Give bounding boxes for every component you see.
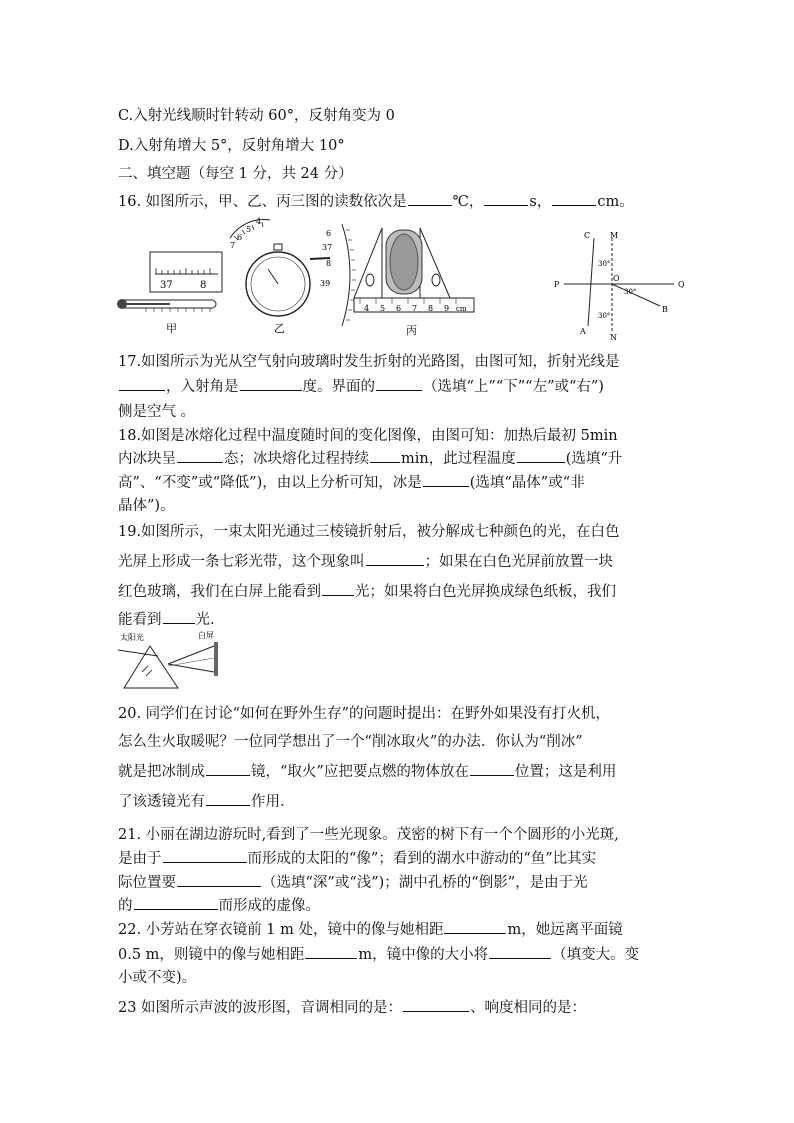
- q20-text-c: 位置；这是利用: [514, 764, 617, 780]
- q19-text-c: 红色玻璃，我们在白屏上能看到: [118, 584, 321, 600]
- q18-line1: 18.如图是冰熔化过程中温度随时间的变化图像，由图可知：加热后最初 5min: [118, 428, 618, 444]
- label-b: B: [662, 305, 668, 314]
- q16-unit1: ℃，: [452, 194, 484, 210]
- label-yi: 乙: [274, 322, 285, 335]
- q16-unit2: s，: [529, 194, 552, 210]
- watch-scale-8: 8: [326, 259, 332, 268]
- ruler-coin-figure: [354, 228, 474, 337]
- answer-blank[interactable]: [163, 611, 195, 624]
- q18-text-f: (选填“晶体”或“非: [469, 475, 585, 491]
- q17-line3: 侧是空气 。: [118, 404, 196, 420]
- option-d: D.入射角增大 5°，反射角增大 10°: [118, 138, 345, 154]
- answer-blank[interactable]: [206, 793, 250, 806]
- q18-text-d: (选填“升: [565, 451, 623, 467]
- q21-text-e: 的: [118, 898, 133, 914]
- answer-blank[interactable]: [489, 946, 551, 959]
- q19-text-f: 光.: [195, 612, 215, 628]
- answer-blank[interactable]: [305, 946, 357, 959]
- answer-blank[interactable]: [240, 378, 302, 391]
- answer-blank[interactable]: [177, 450, 223, 463]
- q23-line1: [118, 996, 586, 1017]
- q16-figures: [110, 214, 490, 342]
- angle-c: 30°: [598, 312, 611, 320]
- q20-line3: [118, 760, 616, 781]
- q18-line4: 晶体”)。: [118, 498, 175, 514]
- q19-text-e: 能看到: [118, 612, 162, 628]
- thermo-37: 37: [160, 280, 173, 291]
- label-m: M: [610, 231, 619, 240]
- answer-blank[interactable]: [423, 474, 469, 487]
- ruler-tick-7: 7: [412, 304, 418, 313]
- q20-text-a: 就是把冰制成: [118, 764, 205, 780]
- q17-text-b: 度。界面的: [302, 379, 375, 395]
- answer-blank[interactable]: [177, 874, 261, 887]
- answer-blank[interactable]: [444, 921, 506, 934]
- q19-text-d: 光；如果将白色光屏换成绿色纸板，我们: [355, 584, 616, 600]
- q18-text-c: min，此过程温度: [401, 451, 516, 467]
- q18-line3: [118, 471, 585, 492]
- q22-line2: [118, 943, 639, 964]
- watch-tick-4: 4: [256, 217, 262, 226]
- label-c: C: [584, 231, 591, 240]
- answer-blank[interactable]: [370, 450, 400, 463]
- answer-blank[interactable]: [119, 378, 165, 391]
- ruler-tick-cm: cm: [456, 305, 467, 313]
- ruler-tick-6: 6: [396, 304, 402, 313]
- q19-line1: 19.如图所示，一束太阳光通过三棱镜折射后，被分解成七种颜色的光，在白色: [118, 524, 620, 540]
- q20-line2: 怎么生火取暖呢？一位同学想出了一个“削冰取火”的办法．你认为“削冰”: [118, 734, 583, 750]
- answer-blank[interactable]: [134, 897, 218, 910]
- q19-text-a: 光屏上形成一条七彩光带，这个现象叫: [118, 554, 365, 570]
- watch-tick-5: 5: [246, 225, 252, 234]
- q22-text-a: 22. 小芳站在穿衣镜前 1 m 处，镜中的像与她相距: [118, 922, 444, 938]
- q22-text-e: （填变大。变: [552, 947, 640, 963]
- watch-scale-6: 6: [326, 229, 332, 238]
- watch-scale-37: 37: [322, 243, 333, 252]
- q17-text-c: （选填“上”“下”“左”或“右”): [423, 379, 604, 395]
- watch-tick-6: 6: [237, 233, 243, 242]
- prism-figure: [118, 628, 228, 692]
- answer-blank[interactable]: [517, 450, 565, 463]
- q21-line1: 21. 小丽在湖边游玩时,看到了一些光现象。茂密的树下有一个个圆形的小光斑,: [118, 827, 619, 843]
- q23-text-b: 、响度相同的是：: [470, 1000, 587, 1016]
- q18-line2: [118, 447, 622, 468]
- answer-blank[interactable]: [163, 850, 247, 863]
- q18-text-e: 高”、“不变”或“降低”)，由以上分析可知，冰是: [118, 475, 422, 491]
- answer-blank[interactable]: [552, 193, 596, 206]
- label-a: A: [580, 327, 586, 336]
- q22-text-c: 0.5 m，则镜中的像与她相距: [118, 947, 305, 963]
- label-jia: 甲: [166, 322, 177, 335]
- answer-blank[interactable]: [484, 193, 528, 206]
- answer-blank[interactable]: [322, 583, 354, 596]
- q21-line2: [118, 847, 596, 868]
- q20-line4: [118, 790, 295, 811]
- q22-text-d: m，镜中像的大小将: [358, 947, 489, 963]
- q18-text-b: 态；冰块熔化过程持续: [224, 451, 369, 467]
- ruler-tick-8: 8: [428, 304, 434, 313]
- q21-text-c: 际位置要: [118, 875, 176, 891]
- ruler-tick-9: 9: [444, 304, 450, 313]
- label-white-screen: 白屏: [198, 631, 214, 640]
- q17-line1: 17.如图所示为光从空气射向玻璃时发生折射的光路图，由图可知，折射光线是: [118, 354, 620, 370]
- q21-line4: [118, 894, 320, 915]
- answer-blank[interactable]: [408, 193, 452, 206]
- q18-text-a: 内冰块呈: [118, 451, 176, 467]
- q19-text-b: ；如果在白色光屏前放置一块: [424, 554, 613, 570]
- label-p: P: [554, 280, 560, 289]
- q16-unit3: cm。: [597, 194, 634, 210]
- label-n: N: [610, 333, 617, 340]
- watch-tick-7: 7: [230, 241, 236, 250]
- watch-scale-39: 39: [320, 279, 331, 288]
- answer-blank[interactable]: [470, 763, 514, 776]
- refraction-diagram: [550, 226, 696, 340]
- angle-a: 30°: [598, 260, 611, 268]
- q23-text-a: 23 如图所示声波的波形图，音调相同的是：: [118, 1000, 403, 1016]
- q19-line3: [118, 580, 616, 601]
- q22-text-b: m，她远离平面镜: [507, 922, 623, 938]
- thermo-8: 8: [200, 280, 207, 291]
- section-heading: 二、填空题（每空 1 分，共 24 分）: [118, 166, 353, 182]
- q21-text-d: （选填“深”或“浅”)；湖中孔桥的“倒影”，是由于光: [262, 875, 588, 891]
- q16-prefix: 16. 如图所示，甲、乙、丙三图的读数依次是: [118, 194, 407, 210]
- ruler-tick-5: 5: [380, 304, 386, 313]
- answer-blank[interactable]: [206, 763, 250, 776]
- q19-line4: [118, 608, 215, 629]
- q20-text-e: 作用．: [251, 794, 295, 810]
- answer-blank[interactable]: [403, 999, 469, 1012]
- q20-text-d: 了该透镜光有: [118, 794, 205, 810]
- thermometer-figure: [117, 252, 222, 335]
- answer-blank[interactable]: [366, 553, 424, 566]
- q22-line1: [118, 918, 623, 939]
- q22-line3: 小或不变)。: [118, 970, 197, 986]
- angle-b: 30°: [624, 288, 637, 296]
- answer-blank[interactable]: [376, 378, 422, 391]
- ruler-tick-4: 4: [364, 304, 370, 313]
- q17-line2: [118, 375, 604, 396]
- label-bing: 丙: [406, 324, 417, 337]
- q19-line2: [118, 550, 613, 571]
- q17-text-a: ，入射角是: [166, 379, 239, 395]
- q21-text-f: 而形成的虚像。: [218, 898, 320, 914]
- label-o: O: [613, 274, 620, 283]
- q21-line3: [118, 871, 588, 892]
- stopwatch-figure: [230, 217, 356, 335]
- q21-text-a: 是由于: [118, 851, 162, 867]
- question-16: [118, 190, 634, 211]
- option-c: C.入射光线顺时针转动 60°，反射角变为 0: [118, 108, 395, 124]
- label-sunlight: 太阳光: [120, 633, 144, 642]
- q21-text-b: 而形成的太阳的“像”；看到的湖水中游动的“鱼”比其实: [247, 851, 597, 867]
- label-q: Q: [678, 280, 685, 289]
- q20-line1: 20. 同学们在讨论“如何在野外生存”的问题时提出：在野外如果没有打火机，: [118, 706, 610, 722]
- q20-text-b: 镜，“取火”应把要点燃的物体放在: [251, 764, 469, 780]
